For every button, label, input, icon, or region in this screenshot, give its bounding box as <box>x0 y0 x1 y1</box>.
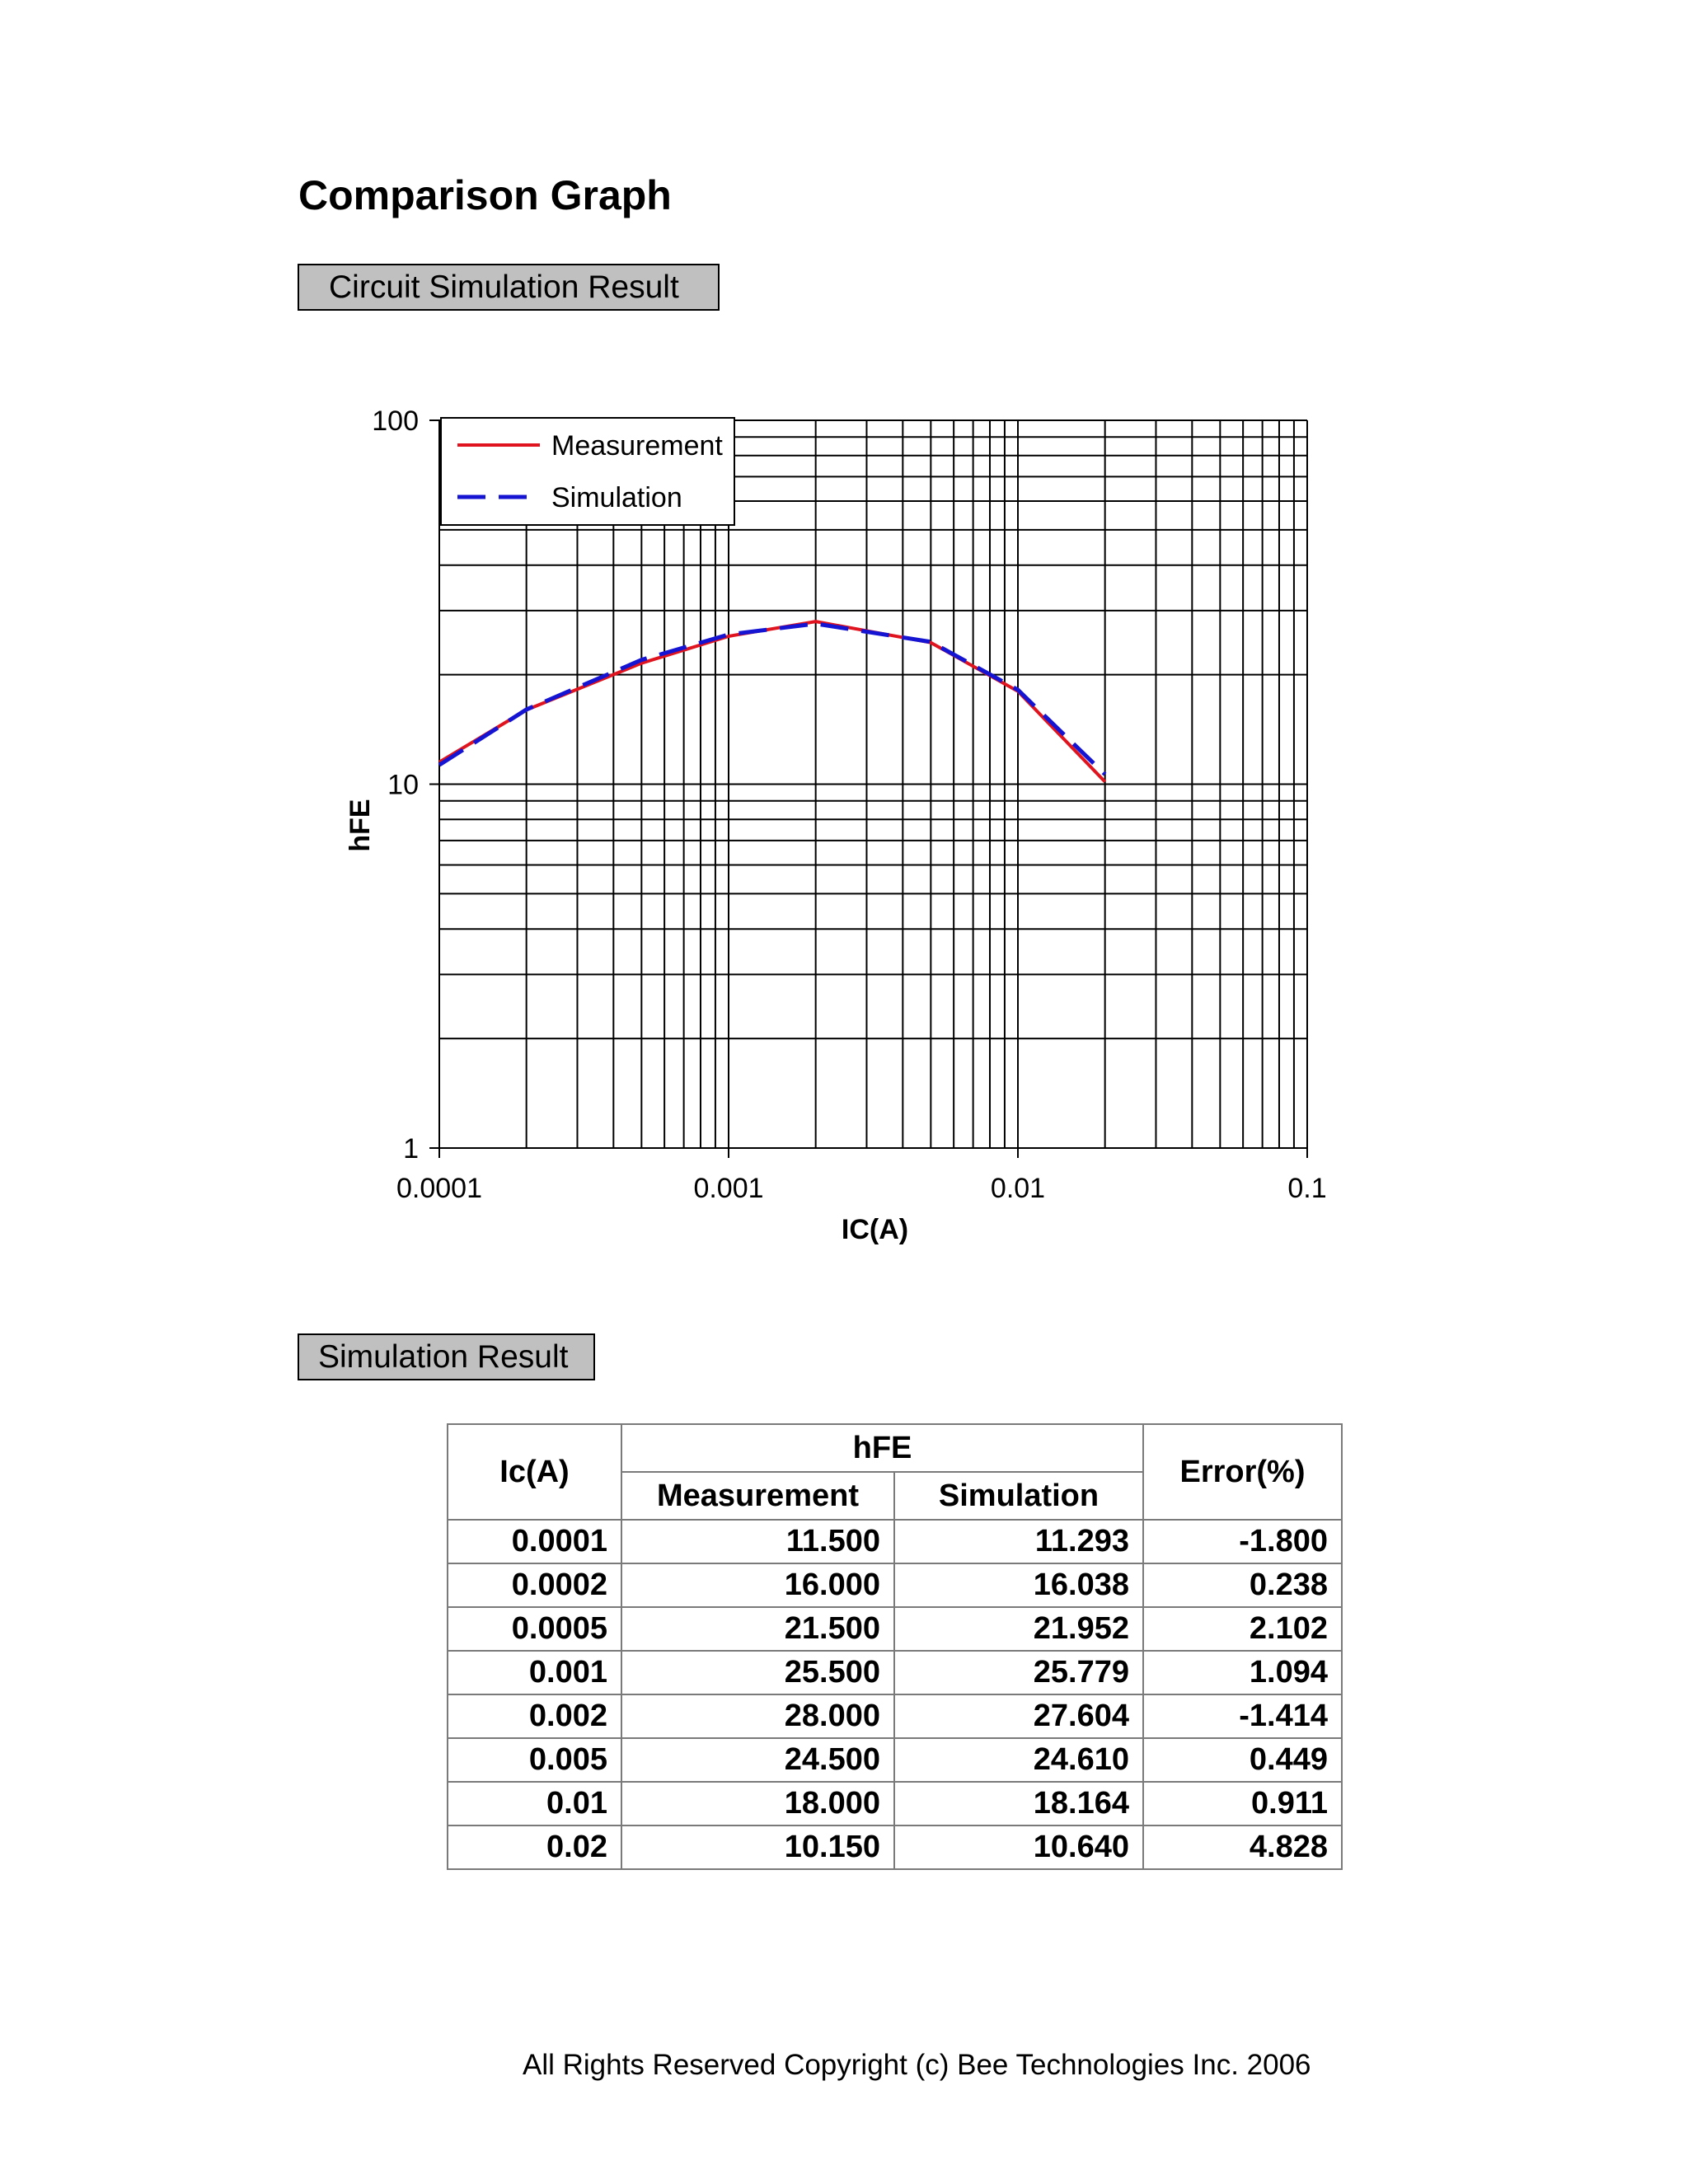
cell-sim: 25.779 <box>894 1651 1143 1694</box>
header-ic: Ic(A) <box>448 1424 621 1520</box>
cell-ic: 0.01 <box>448 1782 621 1825</box>
table-row <box>448 1738 1342 1782</box>
simulation-result-table <box>447 1423 1343 1870</box>
y-tick-label: 100 <box>372 405 419 437</box>
x-tick-label: 0.001 <box>693 1173 764 1204</box>
cell-err: 0.238 <box>1143 1563 1342 1607</box>
copyright-footer: All Rights Reserved Copyright (c) Bee Technologies Inc. 2006 <box>523 2049 1311 2081</box>
y-tick-label: 1 <box>403 1133 419 1165</box>
cell-sim: 27.604 <box>894 1694 1143 1738</box>
cell-sim: 21.952 <box>894 1607 1143 1651</box>
page-title: Comparison Graph <box>298 172 672 218</box>
chart-axes <box>345 405 1327 1245</box>
table-row <box>448 1782 1342 1825</box>
x-tick-label: 0.1 <box>1287 1173 1327 1204</box>
cell-meas: 18.000 <box>621 1782 894 1825</box>
table-row <box>448 1563 1342 1607</box>
cell-err: 0.449 <box>1143 1738 1342 1782</box>
cell-err: -1.800 <box>1143 1520 1342 1563</box>
header-simulation: Simulation <box>894 1472 1143 1520</box>
cell-meas: 21.500 <box>621 1607 894 1651</box>
cell-meas: 11.500 <box>621 1520 894 1563</box>
table-row <box>448 1825 1342 1869</box>
cell-ic: 0.001 <box>448 1651 621 1694</box>
cell-sim: 18.164 <box>894 1782 1143 1825</box>
legend-label: Simulation <box>551 482 682 513</box>
section-label-simulation-result: Simulation Result <box>298 1333 595 1380</box>
table-row <box>448 1520 1342 1563</box>
table-row <box>448 1694 1342 1738</box>
chart-legend <box>441 418 734 525</box>
cell-err: 2.102 <box>1143 1607 1342 1651</box>
chart-grid <box>439 420 1307 1148</box>
cell-ic: 0.005 <box>448 1738 621 1782</box>
cell-err: 1.094 <box>1143 1651 1342 1694</box>
table-row <box>448 1651 1342 1694</box>
legend-label: Measurement <box>551 430 723 462</box>
cell-ic: 0.02 <box>448 1825 621 1869</box>
cell-meas: 24.500 <box>621 1738 894 1782</box>
y-tick-label: 10 <box>387 769 419 801</box>
cell-meas: 10.150 <box>621 1825 894 1869</box>
cell-sim: 24.610 <box>894 1738 1143 1782</box>
cell-sim: 16.038 <box>894 1563 1143 1607</box>
cell-ic: 0.0002 <box>448 1563 621 1607</box>
cell-err: 4.828 <box>1143 1825 1342 1869</box>
header-error: Error(%) <box>1143 1424 1342 1520</box>
header-measurement: Measurement <box>621 1472 894 1520</box>
cell-err: 0.911 <box>1143 1782 1342 1825</box>
x-tick-label: 0.01 <box>990 1173 1046 1204</box>
cell-ic: 0.0001 <box>448 1520 621 1563</box>
y-axis-title: hFE <box>345 799 376 852</box>
table-body <box>448 1520 1342 1869</box>
section-label-circuit-simulation: Circuit Simulation Result <box>298 264 720 311</box>
cell-sim: 11.293 <box>894 1520 1143 1563</box>
x-axis-title: IC(A) <box>841 1214 909 1245</box>
header-hfe: hFE <box>621 1424 1143 1472</box>
cell-sim: 10.640 <box>894 1825 1143 1869</box>
cell-ic: 0.002 <box>448 1694 621 1738</box>
cell-meas: 25.500 <box>621 1651 894 1694</box>
cell-ic: 0.0005 <box>448 1607 621 1651</box>
cell-meas: 28.000 <box>621 1694 894 1738</box>
x-tick-label: 0.0001 <box>396 1173 482 1204</box>
table-row <box>448 1607 1342 1651</box>
cell-meas: 16.000 <box>621 1563 894 1607</box>
cell-err: -1.414 <box>1143 1694 1342 1738</box>
